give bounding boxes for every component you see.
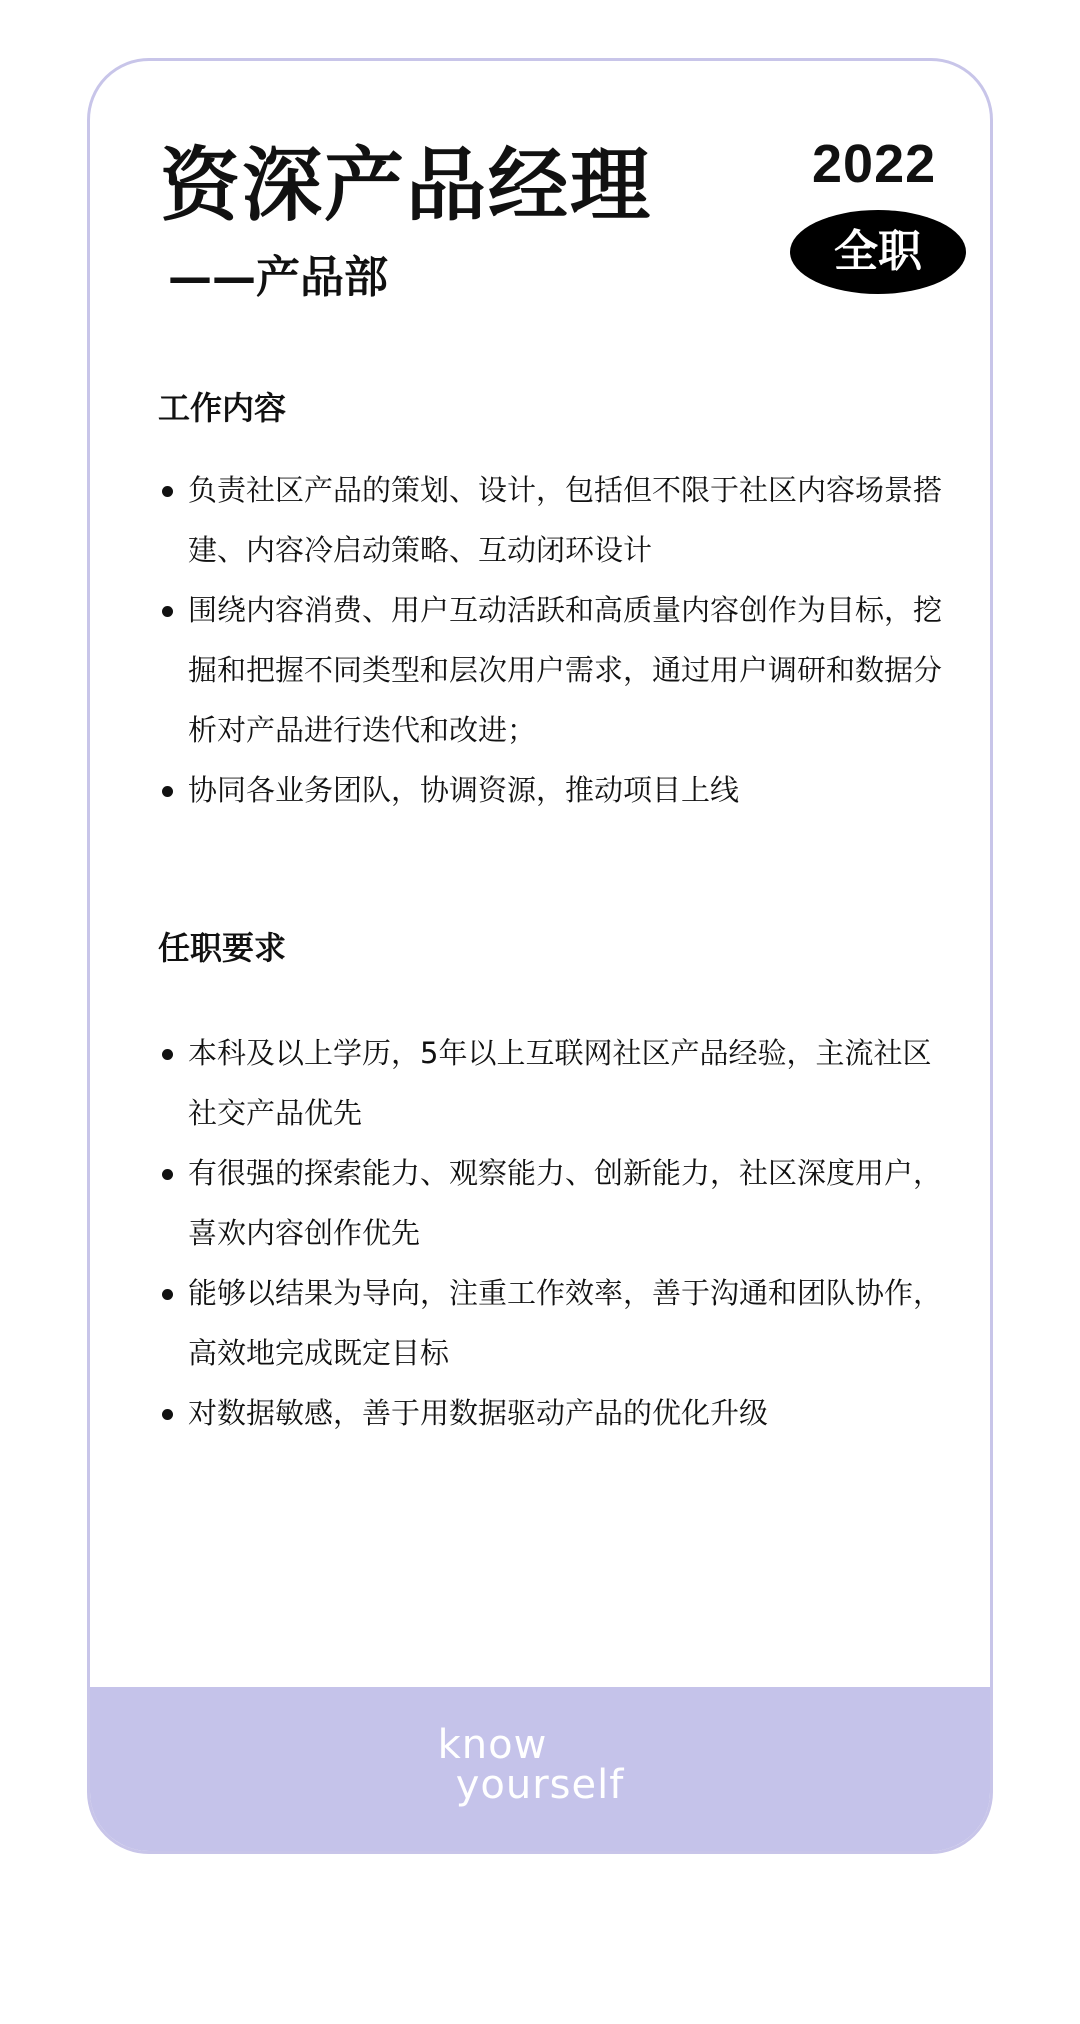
list-item-text: 负责社区产品的策划、设计，包括但不限于社区内容场景搭建、内容冷启动策略、互动闭环设计: [188, 473, 943, 567]
brand-logo: [90, 1722, 990, 1808]
list-item: [160, 1023, 960, 1143]
logo-line-1: know: [437, 1722, 548, 1768]
list-item: [160, 1143, 960, 1263]
list-item: [160, 580, 960, 760]
list-item: [160, 1263, 960, 1383]
bullet-dot-icon: [162, 1049, 173, 1060]
bullet-dot-icon: [162, 486, 173, 497]
bullet-dot-icon: [162, 1409, 173, 1420]
year-label: 2022: [812, 134, 937, 194]
list-item-text: 有很强的探索能力、观察能力、创新能力，社区深度用户，喜欢内容创作优先: [188, 1156, 943, 1250]
list-item: [160, 760, 960, 820]
list-item: [160, 1383, 960, 1443]
department-label: ——产品部: [168, 252, 388, 303]
list-item-text: 协同各业务团队，协调资源，推动项目上线: [188, 773, 740, 807]
list-item-text: 能够以结果为导向，注重工作效率，善于沟通和团队协作，高效地完成既定目标: [188, 1276, 943, 1370]
bullet-dot-icon: [162, 1289, 173, 1300]
section-heading-responsibilities: 工作内容: [158, 389, 287, 427]
list-item: [160, 460, 960, 580]
bullet-dot-icon: [162, 786, 173, 797]
responsibilities-list: [160, 460, 960, 820]
requirements-list: [160, 1023, 960, 1443]
footer-band: [90, 1687, 990, 1851]
list-item-text: 对数据敏感，善于用数据驱动产品的优化升级: [188, 1396, 769, 1430]
list-item-text: 围绕内容消费、用户互动活跃和高质量内容创作为目标，挖掘和把握不同类型和层次用户需求，通过用户调研和数据分析对产品进行迭代和改进；: [188, 593, 943, 747]
job-title: 资深产品经理: [160, 139, 652, 232]
logo-line-2: yourself: [455, 1762, 625, 1808]
employment-type-badge: 全职: [790, 210, 966, 294]
bullet-dot-icon: [162, 606, 173, 617]
section-heading-requirements: 任职要求: [158, 929, 287, 967]
list-item-text: 本科及以上学历，5年以上互联网社区产品经验，主流社区社交产品优先: [188, 1036, 932, 1130]
bullet-dot-icon: [162, 1169, 173, 1180]
